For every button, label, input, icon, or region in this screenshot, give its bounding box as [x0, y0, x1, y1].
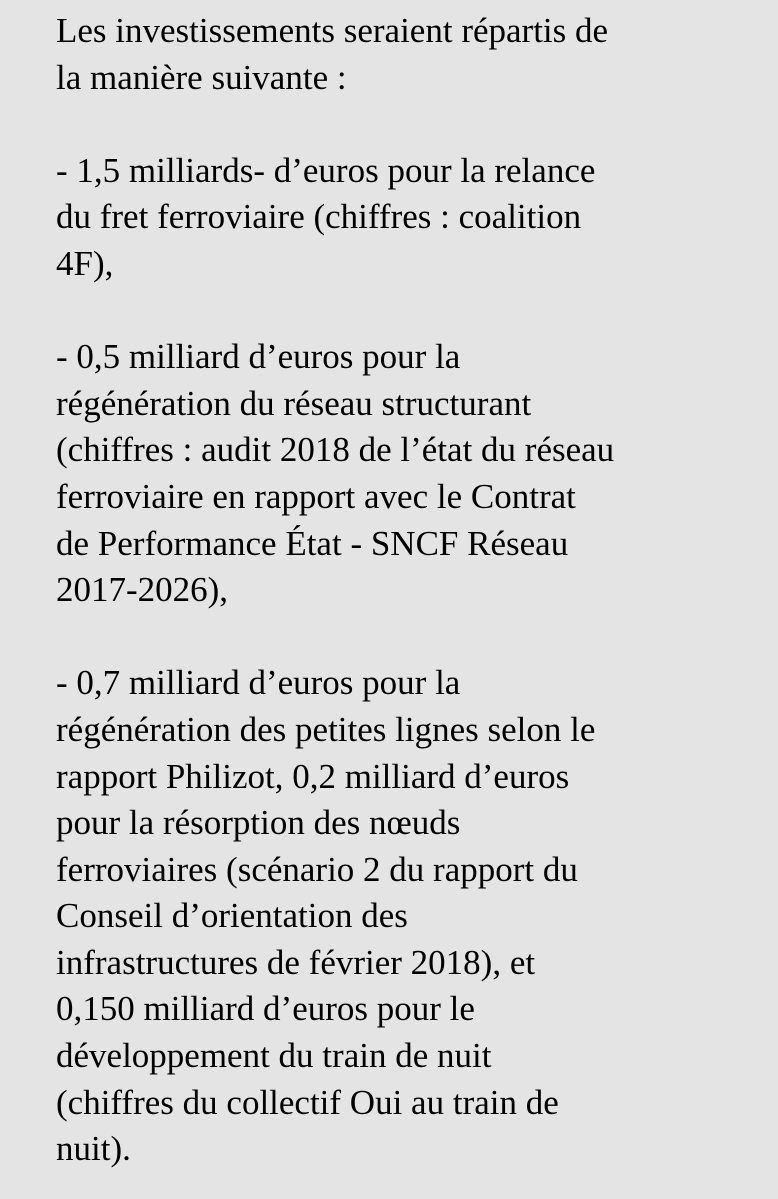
text-line: régénération des petites lignes selon le [56, 709, 596, 749]
intro-paragraph [56, 8, 756, 101]
text-line: pour la résorption des nœuds [56, 803, 461, 843]
text-line: du fret ferroviaire (chiffres : coalition [56, 197, 582, 237]
text-line: 0,150 milliard d’euros pour le [56, 989, 475, 1029]
investment-item-reseau [56, 334, 756, 614]
text-line: - 1,5 milliards- d’euros pour la relance [56, 150, 596, 190]
investment-item-petites-lignes [56, 660, 756, 1173]
text-line: Conseil d’orientation des [56, 896, 408, 936]
text-line: - 0,5 milliard d’euros pour la [56, 337, 461, 377]
text-line: (chiffres : audit 2018 de l’état du réseau [56, 430, 615, 470]
text-line: régénération du réseau structurant [56, 383, 532, 423]
text-line: - 0,7 milliard d’euros pour la [56, 663, 461, 703]
text-line: 2017-2026), [56, 570, 229, 610]
document-body [56, 8, 756, 1173]
text-line: Les investissements seraient répartis de [56, 11, 609, 50]
text-line: de Performance État - SNCF Réseau [56, 523, 569, 563]
text-line: rapport Philizot, 0,2 milliard d’euros [56, 756, 570, 796]
text-line: développement du train de nuit [56, 1036, 492, 1076]
text-line: ferroviaires (scénario 2 du rapport du [56, 849, 578, 889]
investment-item-fret [56, 148, 756, 288]
text-line: ferroviaire en rapport avec le Contrat [56, 476, 576, 516]
text-line: 4F), [56, 243, 114, 283]
text-line: (chiffres du collectif Oui au train de [56, 1082, 559, 1122]
text-line: infrastructures de février 2018), et [56, 942, 536, 982]
text-line: nuit). [56, 1129, 131, 1169]
text-line: la manière suivante : [56, 57, 347, 97]
